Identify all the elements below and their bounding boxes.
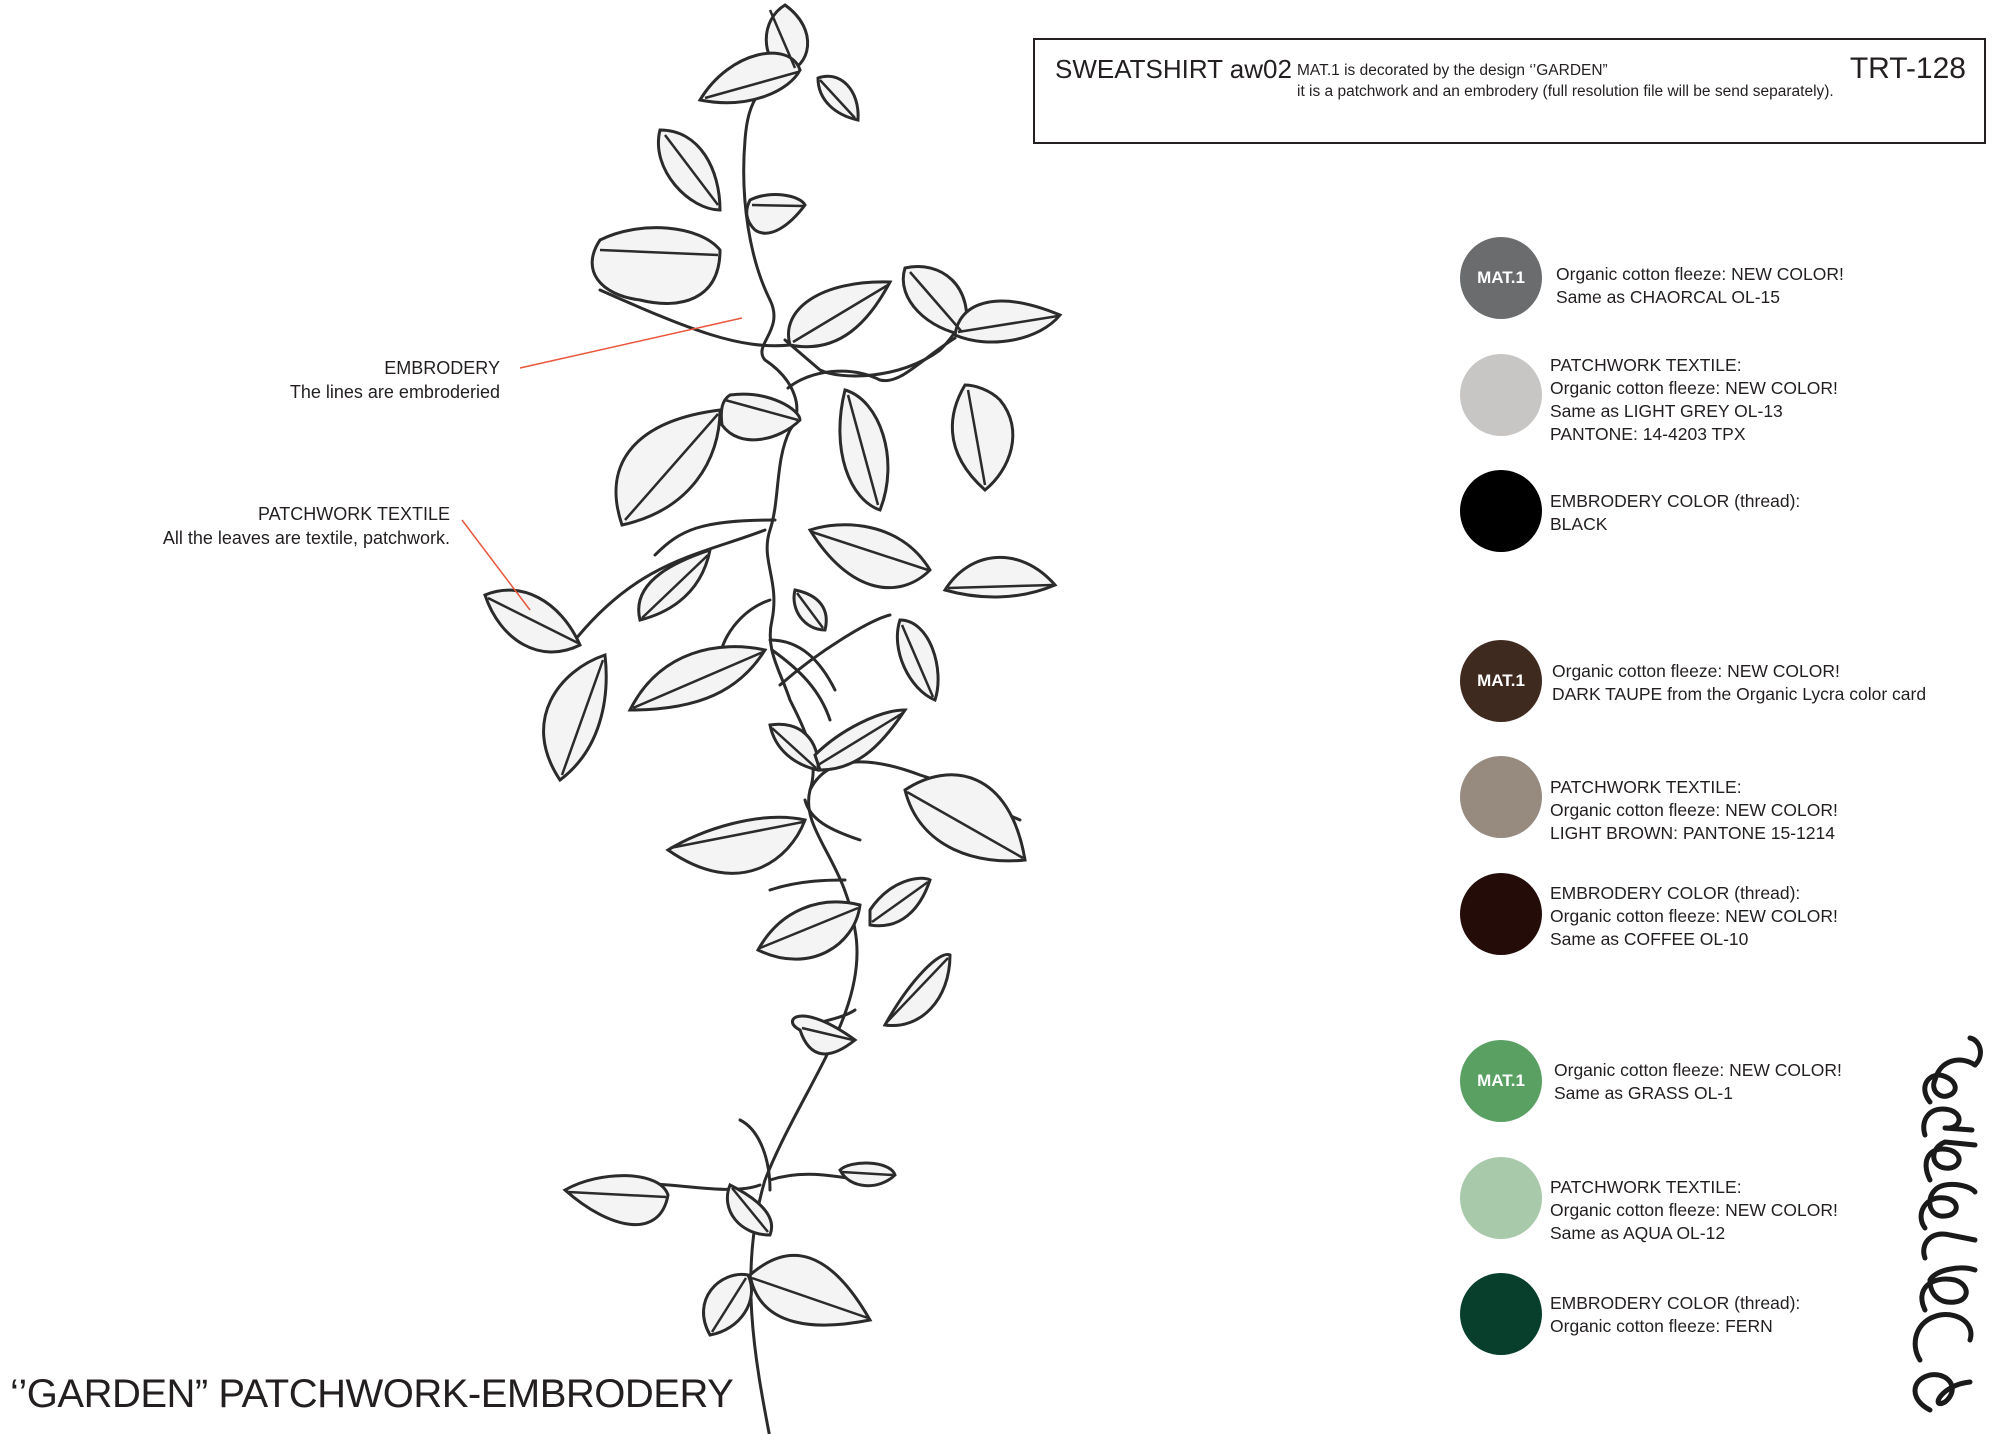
embrodery-leader-line <box>520 318 742 368</box>
swatch-line: Same as LIGHT GREY OL-13 <box>1550 401 1783 421</box>
callout-text: The lines are embroderied <box>289 382 500 402</box>
swatch-description <box>1550 1176 1838 1245</box>
garment-title: SWEATSHIRT aw02 <box>1055 54 1292 84</box>
leaf-shape <box>758 902 860 959</box>
leaf-shape <box>747 195 805 234</box>
swatch-line: Organic cotton fleeze: NEW COLOR! <box>1550 906 1838 926</box>
swatch-description <box>1550 882 1838 951</box>
leaf-shape <box>955 301 1060 342</box>
swatch-line: EMBRODERY COLOR (thread): <box>1550 1293 1801 1313</box>
designer-signature <box>1900 1030 1990 1420</box>
swatch-line: BLACK <box>1550 514 1608 534</box>
swatch-line: Organic cotton fleeze: NEW COLOR! <box>1554 1060 1842 1080</box>
color-swatch <box>1460 873 1542 955</box>
color-swatch <box>1460 756 1542 838</box>
color-swatch <box>1460 470 1542 552</box>
swatch-line: PATCHWORK TEXTILE: <box>1550 355 1742 375</box>
color-swatch <box>1460 1157 1542 1239</box>
color-swatch: MAT.1 <box>1460 1040 1542 1122</box>
patchwork-callout <box>163 502 450 550</box>
design-description <box>1297 60 1834 102</box>
leaf-shape <box>750 1255 870 1325</box>
swatch-line: Same as AQUA OL-12 <box>1550 1223 1726 1243</box>
leaf-shape <box>616 410 720 525</box>
swatch-line: LIGHT BROWN: PANTONE 15-1214 <box>1550 823 1835 843</box>
embrodery-callout <box>290 356 500 404</box>
swatch-line: Same as COFFEE OL-10 <box>1550 929 1749 949</box>
swatch-line: PATCHWORK TEXTILE: <box>1550 1177 1742 1197</box>
description-line: MAT.1 is decorated by the design ‘’GARDEN” <box>1297 62 1608 79</box>
swatch-line: Same as CHAORCAL OL-15 <box>1556 287 1781 307</box>
leaf-shape <box>792 1016 855 1054</box>
swatch-line: Organic cotton fleeze: FERN <box>1550 1316 1773 1336</box>
color-swatch <box>1460 354 1542 436</box>
leaf-shape <box>592 228 720 304</box>
swatch-line: DARK TAUPE from the Organic Lycra color card <box>1552 684 1927 704</box>
design-title: ‘’GARDEN” PATCHWORK-EMBRODERY <box>10 1372 734 1416</box>
swatch-description <box>1554 1059 1842 1105</box>
leaf-shape <box>810 525 930 588</box>
swatch-description <box>1550 1292 1800 1338</box>
swatch-line: Organic cotton fleeze: NEW COLOR! <box>1550 378 1838 398</box>
swatch-line: Organic cotton fleeze: NEW COLOR! <box>1556 264 1844 284</box>
leaf-shape <box>704 1274 752 1335</box>
header-box <box>1033 38 1986 144</box>
swatch-line: Organic cotton fleeze: NEW COLOR! <box>1550 1200 1838 1220</box>
callout-title: EMBRODERY <box>384 358 500 378</box>
swatch-description <box>1550 490 1800 536</box>
swatch-description <box>1552 660 1926 706</box>
callout-title: PATCHWORK TEXTILE <box>257 504 450 524</box>
leaf-shape <box>658 130 720 210</box>
swatch-line: PANTONE: 14-4203 TPX <box>1550 424 1746 444</box>
swatch-line: Same as GRASS OL-1 <box>1554 1083 1733 1103</box>
color-swatch <box>1460 1273 1542 1355</box>
reference-code: TRT-128 <box>1849 52 1966 85</box>
callout-text: All the leaves are textile, patchwork. <box>162 528 450 548</box>
swatch-line: Organic cotton fleeze: NEW COLOR! <box>1552 661 1840 681</box>
swatch-line: Organic cotton fleeze: NEW COLOR! <box>1550 800 1838 820</box>
swatch-description <box>1550 354 1838 446</box>
swatch-description <box>1550 776 1838 845</box>
leaf-shape <box>945 557 1055 597</box>
color-swatch: MAT.1 <box>1460 640 1542 722</box>
swatch-line: PATCHWORK TEXTILE: <box>1550 777 1742 797</box>
color-swatch: MAT.1 <box>1460 237 1542 319</box>
leaf-shape <box>565 1176 668 1225</box>
swatch-description <box>1556 263 1844 309</box>
description-line: it is a patchwork and an embrodery (full resolution file will be send separately). <box>1297 83 1834 100</box>
swatch-line: EMBRODERY COLOR (thread): <box>1550 883 1801 903</box>
swatch-line: EMBRODERY COLOR (thread): <box>1550 491 1801 511</box>
